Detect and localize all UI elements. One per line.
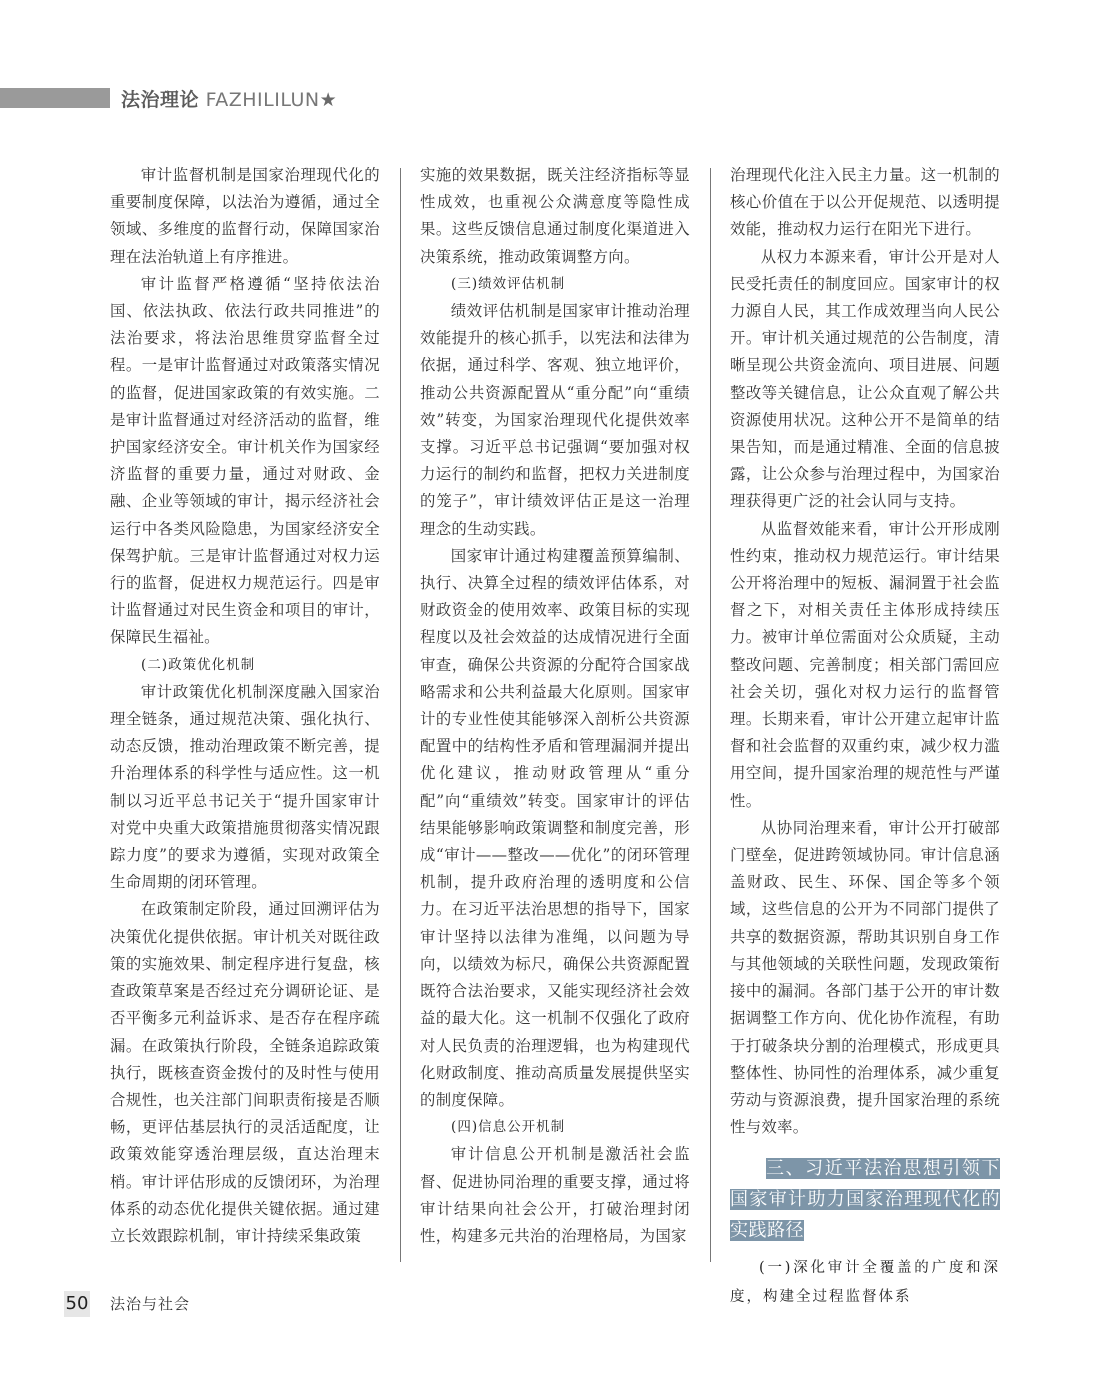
paragraph: 审计监督机制是国家治理现代化的重要制度保障，以法治为遵循，通过全领域、多维度的监督行动，保障国家治理在法治轨道上有序推进。 bbox=[110, 166, 380, 266]
paragraph: 从协同治理来看，审计公开打破部门壁垒，促进跨领域协同。审计信息涵盖财政、民生、环保、国企等多个领域，这些信息的公开为不同部门提供了共享的数据资源，帮助其识别自身工作与其他领域的关联性问题，发现政策衔接中的漏洞。各部门基于公开的审计数据调整工作方向、优化协作流程，有助于打破条块分割的治理模式，形成更具整体性、协同性的治理体系，减少重复劳动与资源浪费，提升国家治理的系统性与效率。 bbox=[730, 818, 1000, 1137]
subsection-heading: (四)信息公开机制 bbox=[451, 1119, 566, 1136]
star-icon: ★ bbox=[319, 89, 338, 111]
paragraph: 审计监督严格遵循“坚持依法治国、依法执政、依法行政共同推进”的法治要求，将法治思维贯穿监督全过程。一是审计监督通过对政策落实情况的监督，促进国家政策的有效实施。二是审计监督通过对经济活动的监督，维护国家经济安全。审计机关作为国家经济监督的重要力量，通过对财政、金融、企业等领域的审计，揭示经济社会运行中各类风险隐患，为国家经济安全保驾护航。三是审计监督通过对权力运行的监督，促进权力规范运行。四是审计监督通过对民生资金和项目的审计，保障民生福祉。 bbox=[110, 274, 380, 647]
paragraph: 从权力本源来看，审计公开是对人民受托责任的制度回应。国家审计的权力源自人民，其工作成效理当向人民公开。审计机关通过规范的公告制度，清晰呈现公共资金流向、项目进展、问题整改等关键信息，让公众直观了解公共资源使用状况。这种公开不是简单的结果告知，而是通过精准、全面的信息披露，让公众参与治理过程中，为国家治理获得更广泛的社会认同与支持。 bbox=[730, 247, 1000, 511]
section-heading bbox=[730, 1153, 1000, 1246]
column-3 bbox=[730, 162, 1000, 1312]
column-2 bbox=[420, 162, 690, 1250]
subsection-heading: (三)绩效评估机制 bbox=[451, 275, 566, 292]
header-decor-bar bbox=[0, 88, 110, 108]
page-number: 50 bbox=[64, 1291, 90, 1317]
column-divider bbox=[710, 168, 711, 1262]
subsection-heading: (二)政策优化机制 bbox=[141, 656, 256, 673]
subsection-heading: (一)深化审计全覆盖的广度和深度，构建全过程监督体系 bbox=[730, 1260, 1000, 1306]
section-header bbox=[121, 85, 337, 112]
paragraph: 审计信息公开机制是激活社会监督、促进协同治理的重要支撑，通过将审计结果向社会公开，打破治理封闭性，构建多元共治的治理格局，为国家 bbox=[420, 1145, 690, 1245]
paragraph: 治理现代化注入民主力量。这一机制的核心价值在于以公开促规范、以透明提效能，推动权力运行在阳光下进行。 bbox=[730, 166, 1000, 239]
paragraph: 国家审计通过构建覆盖预算编制、执行、决算全过程的绩效评估体系，对财政资金的使用效率、政策目标的实现程度以及社会效益的达成情况进行全面审查，确保公共资源的分配符合国家战略需求和公共利益最大化原则。国家审计的专业性使其能够深入剖析公共资源配置中的结构性矛盾和管理漏洞并提出优化建议，推动财政管理从“重分配”向“重绩效”转变。国家审计的评估结果能够影响政策调整和制度完善，形成“审计——整改——优化”的闭环管理机制，提升政府治理的透明度和公信力。在习近平法治思想的指导下，国家审计坚持以法律为准绳，以问题为导向，以绩效为标尺，确保公共资源配置既符合法治要求，又能实现经济社会效益的最大化。这一机制不仅强化了政府对人民负责的治理逻辑，也为构建现代化财政制度、推动高质量发展提供坚实的制度保障。 bbox=[420, 546, 690, 1109]
column-divider bbox=[400, 168, 401, 1262]
paragraph: 审计政策优化机制深度融入国家治理全链条，通过规范决策、强化执行、动态反馈，推动治理政策不断完善，提升治理体系的科学性与适应性。这一机制以习近平总书记关于“提升国家审计对党中央重大政策措施贯彻落实情况跟踪力度”的要求为遵循，实现对政策全生命周期的闭环管理。 bbox=[110, 682, 380, 892]
section-title-en: FAZHILILUN bbox=[205, 89, 320, 111]
section-heading-text: 三、习近平法治思想引领下国家审计助力国家治理现代化的实践路径 bbox=[730, 1158, 1000, 1242]
column-1 bbox=[110, 162, 380, 1250]
paragraph: 在政策制定阶段，通过回溯评估为决策优化提供依据。审计机关对既往政策的实施效果、制定程序进行复盘，核查政策草案是否经过充分调研论证、是否平衡多元利益诉求、是否存在程序疏漏。在政策执行阶段，全链条追踪政策执行，既核查资金拨付的及时性与使用合规性，也关注部门间职责衔接是否顺畅，更评估基层执行的灵活适配度，让政策效能穿透治理层级，直达治理末梢。审计评估形成的反馈闭环，为治理体系的动态优化提供关键依据。通过建立长效跟踪机制，审计持续采集政策 bbox=[110, 900, 380, 1245]
journal-title: 法治与社会 bbox=[110, 1295, 191, 1313]
section-title-cn: 法治理论 bbox=[121, 89, 200, 111]
paragraph: 绩效评估机制是国家审计推动治理效能提升的核心抓手，以宪法和法律为依据，通过科学、客观、独立地评价，推动公共资源配置从“重分配”向“重绩效”转变，为国家治理现代化提供效率支撑。习近平总书记强调“要加强对权力运行的制约和监督，把权力关进制度的笼子”，审计绩效评估正是这一治理理念的生动实践。 bbox=[420, 302, 690, 538]
paragraph: 从监督效能来看，审计公开形成刚性约束，推动权力规范运行。审计结果公开将治理中的短板、漏洞置于社会监督之下，对相关责任主体形成持续压力。被审计单位需面对公众质疑，主动整改问题、完善制度；相关部门需回应社会关切，强化对权力运行的监督管理。长期来看，审计公开建立起审计监督和社会监督的双重约束，减少权力滥用空间，提升国家治理的规范性与严谨性。 bbox=[730, 519, 1000, 810]
paragraph: 实施的效果数据，既关注经济指标等显性成效，也重视公众满意度等隐性成果。这些反馈信息通过制度化渠道进入决策系统，推动政策调整方向。 bbox=[420, 166, 690, 266]
